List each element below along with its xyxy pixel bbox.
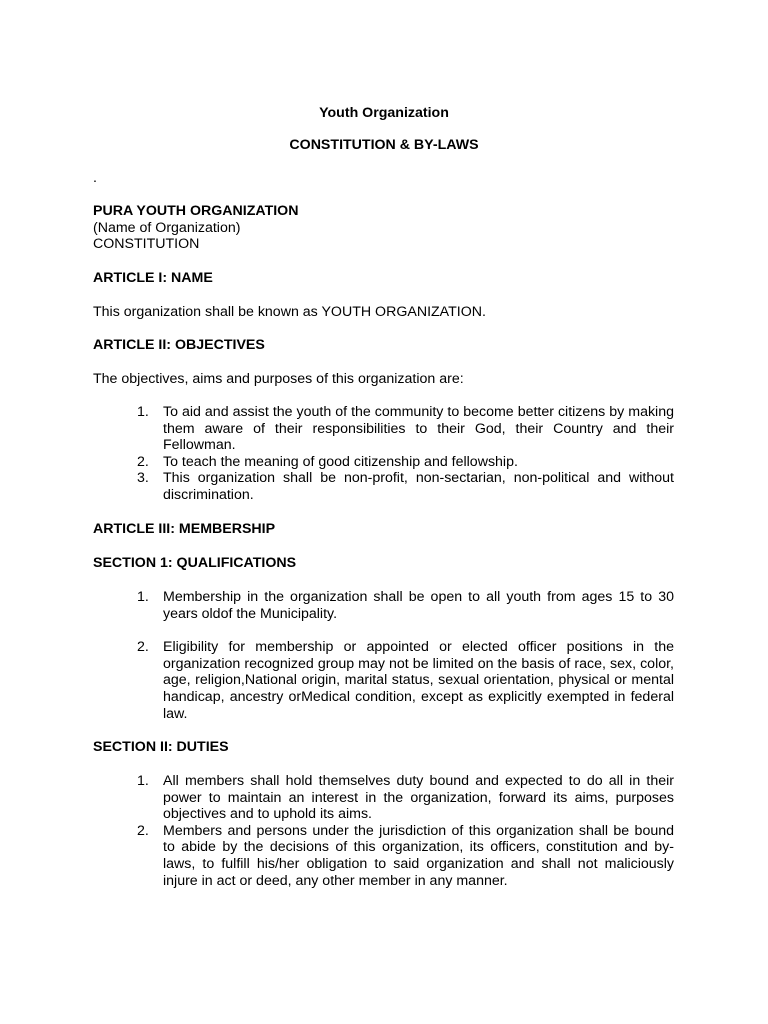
list-item-number: 1. (137, 589, 149, 605)
list-item-number: 1. (137, 404, 149, 420)
list-item-text: Eligibility for membership or appointed or elected officer positions in the organization recognized group may not be limited on the basis of race, sex, color, age, religion,National origin, marital status, sexual orientation, physical or mental handicap, ancestry orMedical condition, except as explicitly exempted in federal law. (163, 639, 674, 722)
list-item (0, 470, 768, 503)
duties-list (0, 773, 768, 889)
document-title: Youth Organization (319, 105, 449, 121)
list-item (0, 639, 768, 722)
list-item-number: 1. (137, 773, 149, 789)
qualifications-list (0, 589, 768, 722)
list-item-text: This organization shall be non-profit, non-sectarian, non-political and without discrimination. (163, 470, 674, 503)
list-item-number: 3. (137, 470, 149, 487)
list-item-number: 2. (137, 639, 149, 656)
stray-dot: . (93, 170, 97, 186)
list-item-number: 2. (137, 822, 149, 839)
document-type: CONSTITUTION (93, 236, 200, 252)
list-item (0, 589, 768, 622)
list-item-number: 2. (137, 453, 149, 470)
list-item-text: To teach the meaning of good citizenship and fellowship. (163, 453, 518, 470)
list-item (0, 454, 768, 471)
organization-name-caption: (Name of Organization) (93, 220, 241, 236)
list-item-text: Members and persons under the jurisdiction of this organization shall be bound to abide by the decisions of this organization, its officers, constitution and by-laws, to fulfill his/her obligation to said organization and shall not maliciously injure in act or deed, any other member in any manner. (163, 822, 674, 889)
list-item-text: All members shall hold themselves duty bound and expected to do all in their power to maintain an interest in the organization, forward its aims, purposes objectives and to uphold its aims. (163, 773, 674, 823)
article-2-heading: ARTICLE II: OBJECTIVES (93, 337, 265, 353)
list-item (0, 404, 768, 454)
article-2-intro: The objectives, aims and purposes of this organization are: (93, 371, 464, 387)
section-1-heading: SECTION 1: QUALIFICATIONS (93, 555, 297, 571)
document-subtitle: CONSTITUTION & BY-LAWS (289, 137, 479, 153)
organization-name: PURA YOUTH ORGANIZATION (93, 203, 299, 219)
article-3-heading: ARTICLE III: MEMBERSHIP (93, 521, 276, 537)
section-2-heading: SECTION II: DUTIES (93, 739, 229, 755)
list-item-text: To aid and assist the youth of the community to become better citizens by making them aware of their responsibilities to their God, their Country and their Fellowman. (163, 404, 674, 454)
list-item (0, 773, 768, 823)
article-1-heading: ARTICLE I: NAME (93, 270, 213, 286)
article-1-text: This organization shall be known as YOUTH ORGANIZATION. (93, 304, 486, 320)
list-item (0, 823, 768, 889)
objectives-list (0, 404, 768, 504)
list-item-text: Membership in the organization shall be open to all youth from ages 15 to 30 years oldof the Municipality. (163, 589, 674, 622)
